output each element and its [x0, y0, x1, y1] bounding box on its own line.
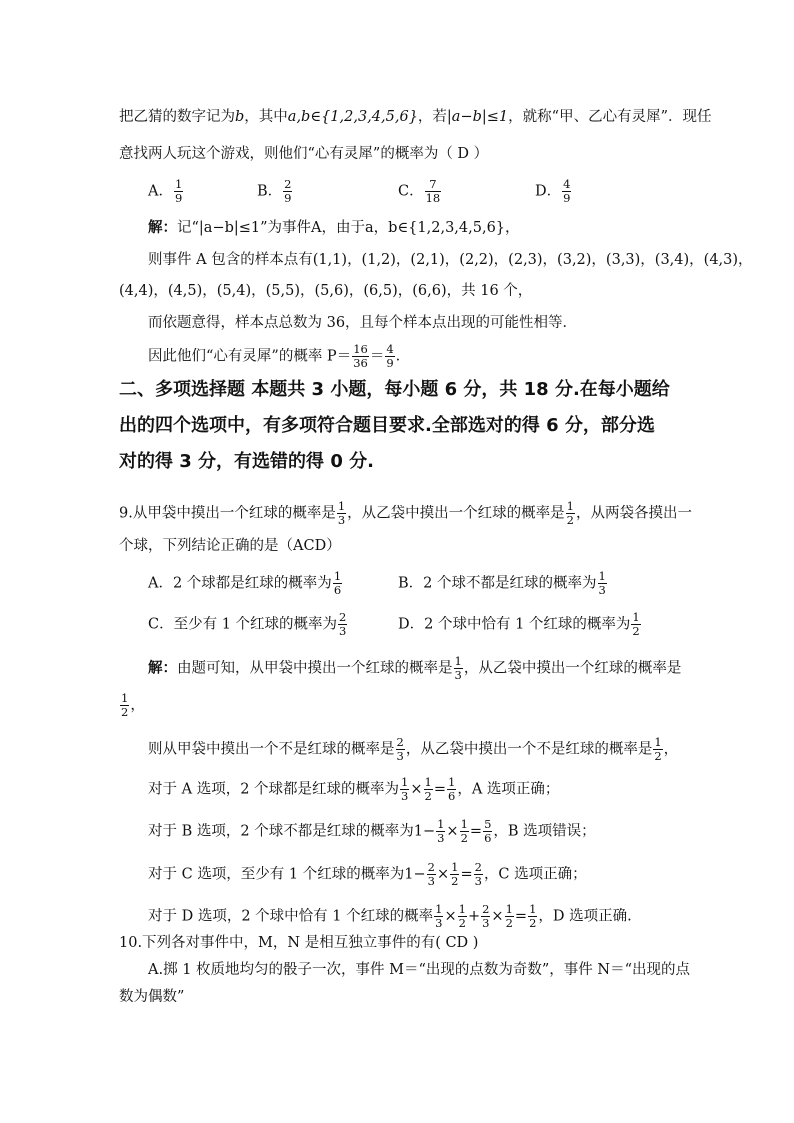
text: ＝ [369, 348, 385, 365]
text: a,b∈{1,2,3,4,5,6} [287, 109, 418, 125]
q8-solution-line-1 [148, 218, 520, 238]
numerator: 1 [566, 499, 574, 513]
numerator: 4 [563, 177, 571, 191]
q8-option-c [398, 178, 442, 205]
denominator: 9 [284, 191, 292, 205]
text: ，A 选项正确； [457, 781, 560, 798]
operator: + [467, 908, 481, 925]
fraction [562, 178, 571, 205]
denominator: 3 [339, 624, 347, 638]
fraction [174, 178, 183, 205]
section-2-heading-line-2: 出的四个选项中，有多项符合题目要求.全部选对的得 6 分，部分选 [119, 415, 655, 436]
text: ，从乙袋中摸出一个不是红球的概率是 [405, 741, 653, 758]
denominator: 3 [337, 513, 346, 527]
fraction [425, 178, 442, 205]
denominator: 6 [448, 789, 456, 803]
numerator: 1 [174, 177, 183, 191]
operator: × [491, 908, 504, 925]
fraction [483, 818, 492, 845]
operator: 1− [413, 823, 436, 840]
numerator: 2 [482, 902, 490, 916]
text: ，从乙袋中摸出一个红球的概率是 [463, 660, 682, 677]
text: 对于 A 选项，2 个球都是红球的概率为 [148, 781, 400, 798]
numerator: 2 [339, 610, 347, 624]
fraction [120, 692, 129, 719]
text: 把乙猜的数字记为 [119, 109, 235, 125]
text: 由题可知，从甲袋中摸出一个红球的概率是 [177, 660, 453, 677]
fraction [424, 776, 433, 803]
text: 对于 C 选项，至少有 1 个红球的概率为 [148, 866, 405, 883]
fraction [434, 903, 443, 930]
numerator: 1 [529, 902, 537, 916]
text: C．至少有 1 个红球的概率为 [148, 616, 338, 633]
q8-solution-line-5 [148, 343, 400, 370]
denominator: 2 [121, 705, 129, 719]
text: ，从两袋各摸出一 [576, 505, 692, 522]
q8-option-a [148, 178, 184, 205]
numerator: 1 [121, 691, 129, 705]
operator: × [410, 781, 423, 798]
numerator: 1 [632, 610, 640, 624]
operator: × [446, 823, 459, 840]
denominator: 2 [424, 789, 432, 803]
q9-solution-line-1 [148, 655, 681, 682]
denominator: 6 [333, 583, 342, 597]
denominator: 9 [174, 191, 183, 205]
text: 则从甲袋中摸出一个不是红球的概率是 [148, 741, 395, 758]
denominator: 3 [435, 916, 443, 930]
fraction [460, 818, 469, 845]
fraction [631, 611, 640, 638]
text: ，从乙袋中摸出一个红球的概率是 [347, 505, 565, 522]
fraction [481, 903, 490, 930]
intro-line-2: 意找两人玩这个游戏，则他们“心有灵犀”的概率为（ D ） [119, 146, 489, 162]
text: ， [663, 741, 679, 758]
text: ，就称“甲、乙心有灵犀”．现任 [508, 109, 712, 125]
numerator: 1 [505, 902, 513, 916]
text: D．2 个球中恰有 1 个红球的概率为 [398, 616, 631, 633]
fraction [447, 776, 456, 803]
option-label: C． [398, 183, 424, 200]
denominator: 3 [474, 874, 482, 888]
text: ，C 选项正确； [483, 866, 587, 883]
numerator: 1 [598, 569, 606, 583]
q8-option-d [535, 178, 572, 205]
denominator: 2 [566, 513, 574, 527]
numerator: 1 [654, 735, 662, 749]
q9-stem-line-2: 个球，下列结论正确的是（ACD） [119, 538, 341, 554]
numerator: 1 [401, 775, 409, 789]
denominator: 2 [505, 916, 513, 930]
q9-solution-line-7 [148, 903, 632, 930]
numerator: 1 [460, 817, 468, 831]
operator: = [469, 823, 483, 840]
section-2-heading-line-1: 二、多项选择题 本题共 3 小题，每小题 6 分，共 18 分.在每小题给 [119, 379, 670, 400]
denominator: 3 [454, 668, 462, 682]
denominator: 2 [632, 624, 640, 638]
fraction [598, 570, 607, 597]
numerator: 1 [337, 499, 346, 513]
text: 记“|a−b|≤1”为事件A，由于a，b∈{1,2,3,4,5,6}， [177, 220, 520, 236]
fraction [653, 736, 662, 763]
denominator: 3 [437, 831, 445, 845]
fraction [283, 178, 292, 205]
denominator: 2 [654, 749, 662, 763]
q9-solution-line-6 [148, 861, 587, 888]
q8-solution-line-3: (4,4)，(4,5)，(5,4)，(5,5)，(5,6)，(6,5)，(6,6)，共 16 个， [119, 283, 533, 299]
q10-stem: 10.下列各对事件中，M，N 是相互独立事件的有( CD ) [119, 935, 479, 951]
fraction [458, 903, 467, 930]
fraction [474, 861, 483, 888]
operator: = [433, 781, 446, 798]
intro-line-1 [119, 107, 711, 127]
denominator: 3 [396, 749, 404, 763]
text: |a−b|≤1 [446, 109, 509, 125]
denominator: 6 [484, 831, 492, 845]
numerator: 1 [424, 775, 432, 789]
operator: = [460, 866, 473, 883]
q9-solution-line-2 [119, 692, 145, 719]
numerator: 1 [435, 902, 443, 916]
q8-solution-line-2: 则事件 A 包含的样本点有(1,1)，(1,2)，(2,1)，(2,2)，(2,3)，(3,2)，(3,3)，(3,4)，(4,3)， [148, 252, 753, 268]
text: A．2 个球都是红球的概率为 [148, 575, 332, 592]
text: ，若 [417, 109, 447, 125]
numerator: 5 [484, 817, 492, 831]
fraction [396, 736, 405, 763]
numerator: 2 [284, 177, 292, 191]
operator: × [444, 908, 457, 925]
fraction [450, 861, 459, 888]
denominator: 3 [598, 583, 606, 597]
text: ，其中 [244, 109, 288, 125]
q9-solution-line-3 [148, 736, 678, 763]
text: b [235, 109, 245, 125]
section-2-heading-line-3: 对的得 3 分，有选错的得 0 分. [119, 451, 374, 472]
q9-solution-line-4 [148, 776, 559, 803]
fraction [505, 903, 514, 930]
text: 因此他们“心有灵犀”的概率 P＝ [148, 348, 352, 365]
text: . [395, 348, 401, 365]
fraction [400, 776, 409, 803]
text: ，B 选项错误； [493, 823, 596, 840]
denominator: 36 [353, 356, 368, 370]
numerator: 1 [454, 654, 462, 668]
fraction [566, 500, 575, 527]
denominator: 2 [460, 831, 468, 845]
text: 对于 B 选项，2 个球不都是红球的概率为 [148, 823, 414, 840]
text: ， [130, 697, 145, 714]
numerator: 16 [353, 342, 368, 356]
operator: 1− [404, 866, 426, 883]
solution-label: 解： [148, 659, 177, 677]
text: 对于 D 选项，2 个球中恰有 1 个红球的概率 [148, 908, 434, 925]
denominator: 9 [386, 356, 394, 370]
fraction [385, 343, 394, 370]
solution-label: 解： [148, 219, 177, 236]
fraction [528, 903, 537, 930]
denominator: 3 [401, 789, 409, 803]
fraction [454, 655, 463, 682]
option-label: D． [535, 183, 562, 200]
denominator: 18 [425, 191, 441, 205]
numerator: 4 [386, 342, 394, 356]
numerator: 1 [333, 569, 342, 583]
fraction [333, 570, 342, 597]
q9-option-d [398, 611, 642, 638]
denominator: 9 [563, 191, 571, 205]
denominator: 2 [451, 874, 459, 888]
q9-option-a [148, 570, 343, 597]
numerator: 2 [474, 860, 482, 874]
q8-option-b [257, 178, 293, 205]
denominator: 3 [427, 874, 435, 888]
text: B．2 个球不都是红球的概率为 [398, 575, 597, 592]
numerator: 1 [437, 817, 445, 831]
numerator: 7 [425, 178, 442, 192]
denominator: 2 [529, 916, 537, 930]
text: 9.从甲袋中摸出一个红球的概率是 [119, 505, 336, 522]
q9-stem-line-1 [119, 500, 692, 527]
numerator: 2 [396, 735, 404, 749]
numerator: 2 [427, 860, 435, 874]
denominator: 2 [458, 916, 466, 930]
q10-option-a-line-1: A.掷 1 枚质地均匀的骰子一次，事件 M＝“出现的点数为奇数”，事件 N＝“出现的点 [148, 962, 691, 978]
fraction [352, 343, 369, 370]
q9-option-c [148, 611, 348, 638]
fraction [337, 500, 346, 527]
fraction [338, 611, 347, 638]
numerator: 1 [448, 775, 456, 789]
q9-option-b [398, 570, 608, 597]
text: ，D 选项正确. [538, 908, 632, 925]
operator: = [514, 908, 528, 925]
fraction [436, 818, 445, 845]
q8-solution-line-4: 而依题意得，样本点总数为 36，且每个样本点出现的可能性相等． [148, 315, 578, 331]
denominator: 3 [482, 916, 490, 930]
option-label: A． [148, 183, 173, 200]
numerator: 1 [451, 860, 459, 874]
numerator: 1 [458, 902, 466, 916]
q9-solution-line-5 [148, 818, 596, 845]
operator: × [436, 866, 450, 883]
option-label: B． [257, 183, 283, 200]
q10-option-a-line-2: 数为偶数” [119, 989, 185, 1005]
fraction [427, 861, 436, 888]
